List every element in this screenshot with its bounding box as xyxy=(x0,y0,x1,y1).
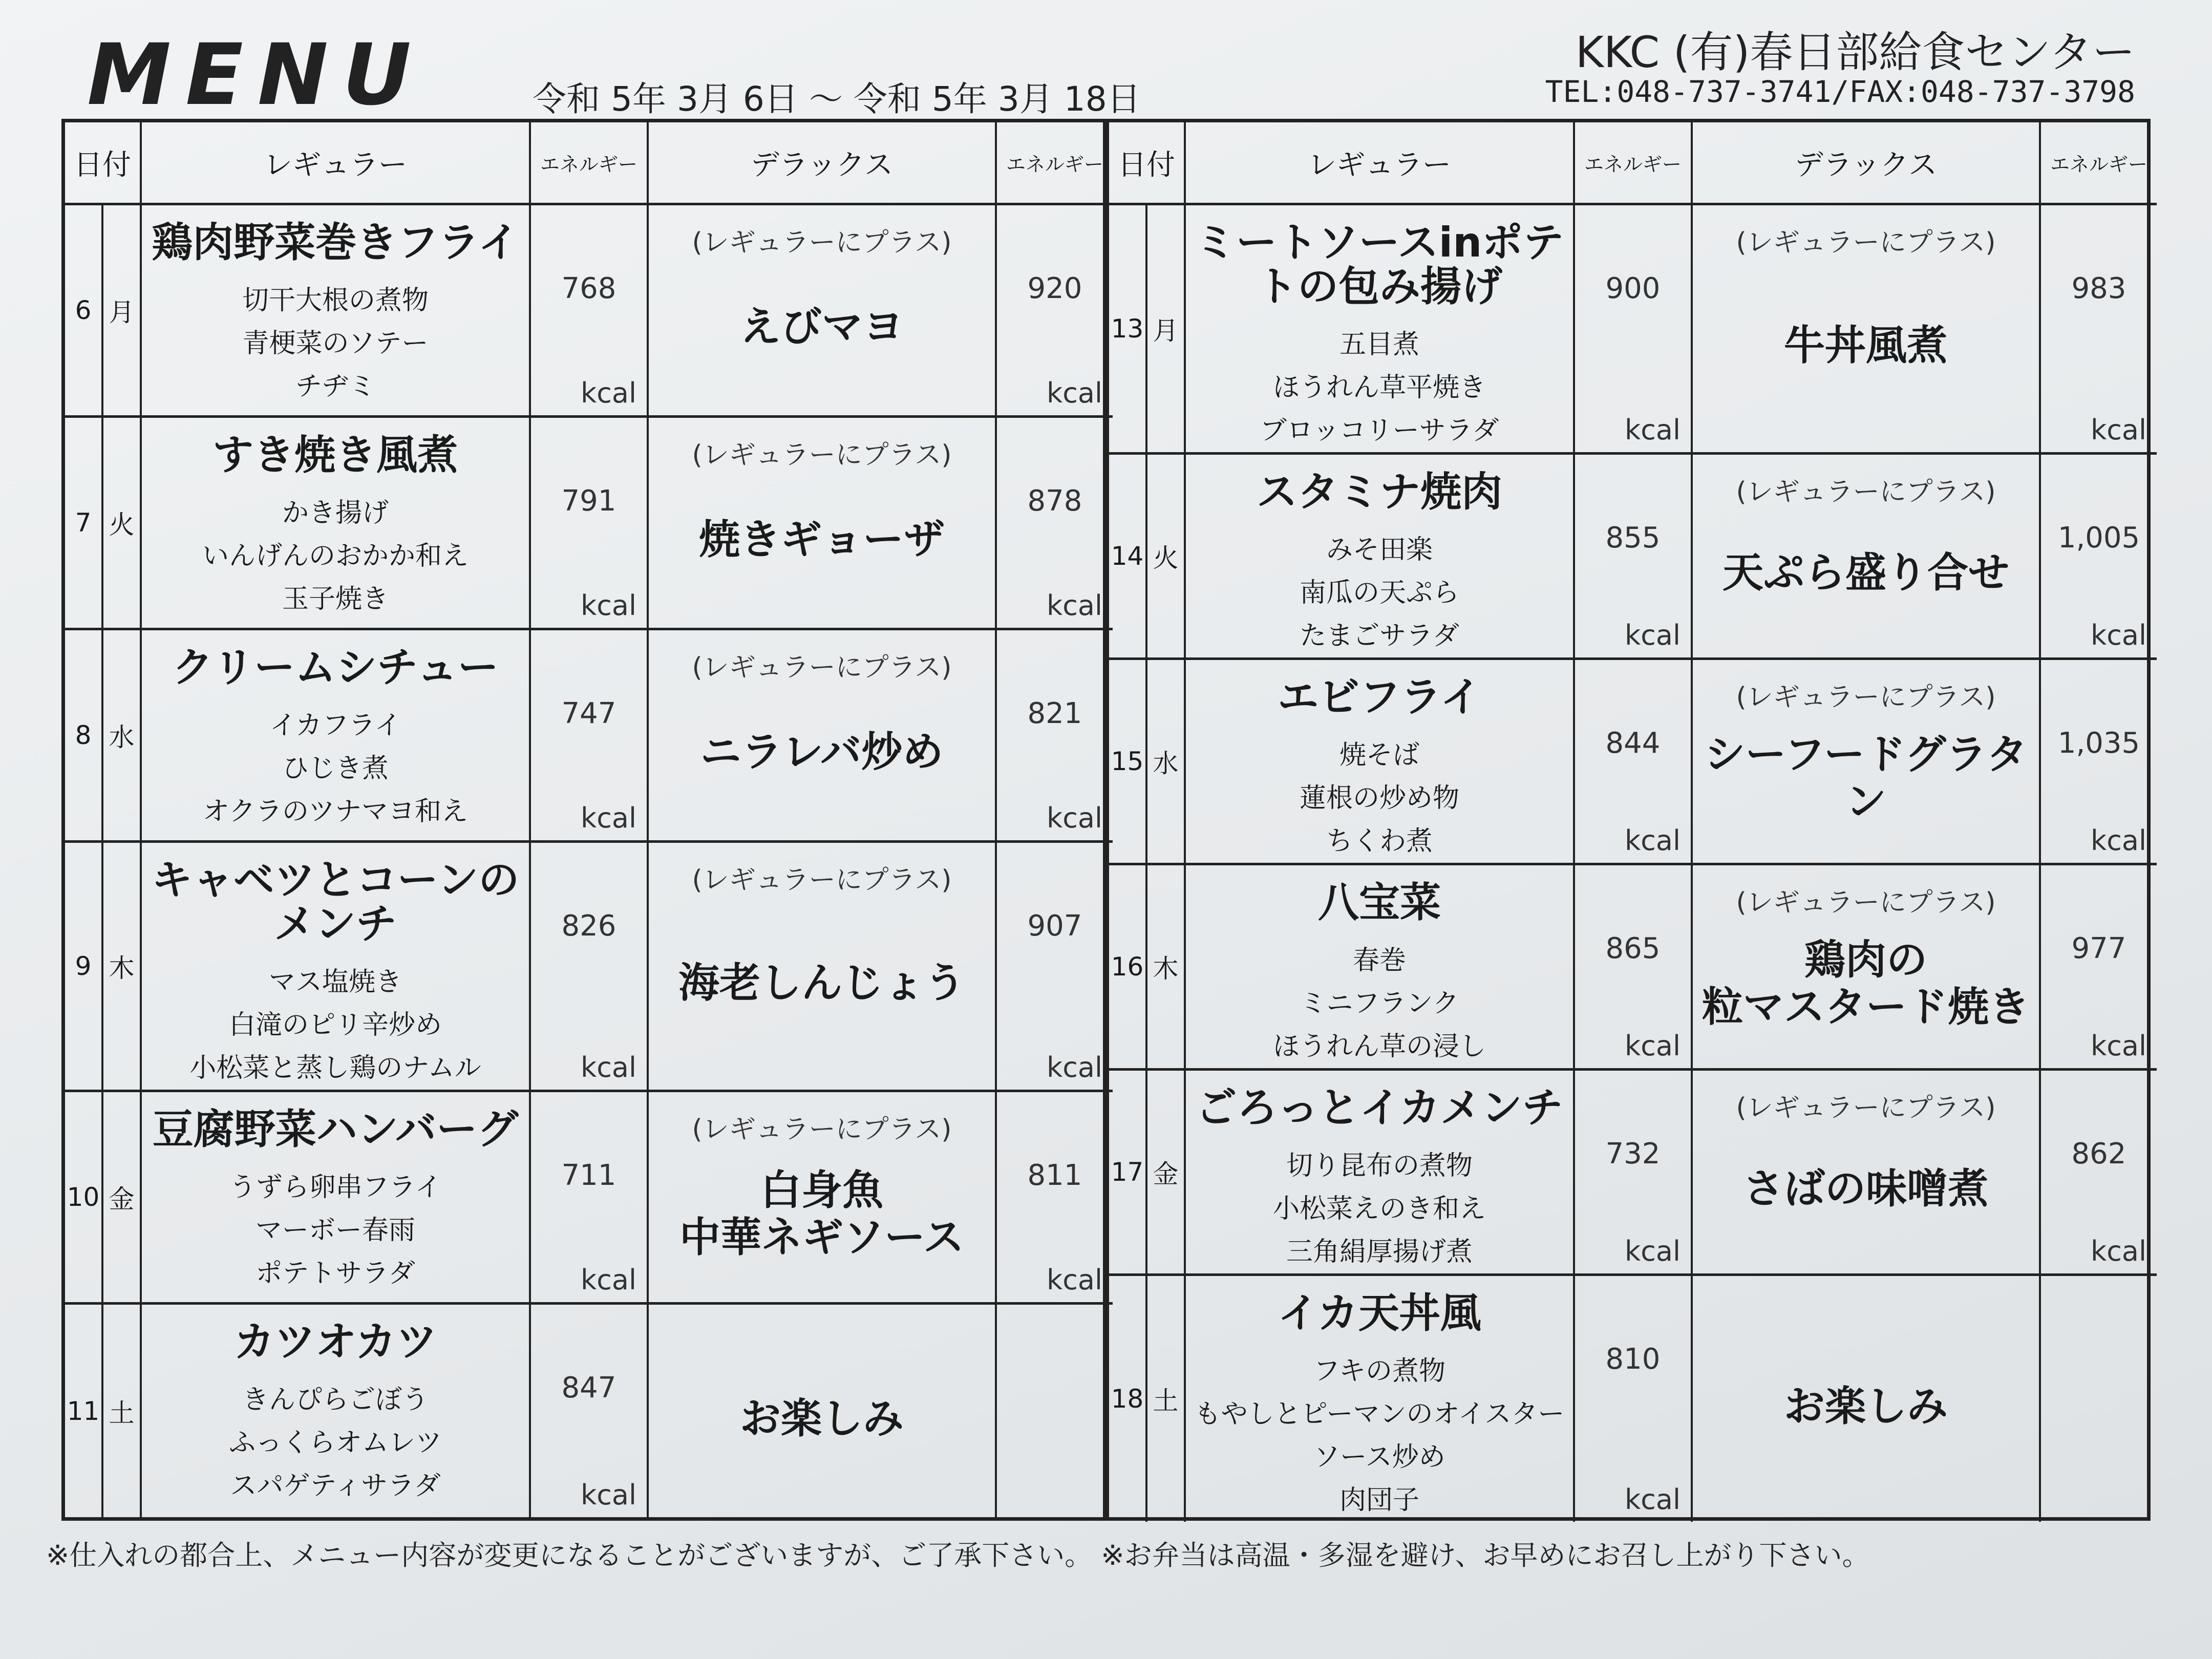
deluxe-dish: 牛丼風煮 xyxy=(1784,321,1948,369)
day-of-week-text: 土 xyxy=(109,1398,135,1428)
regular-main-dish: すき焼き風煮 xyxy=(212,431,458,479)
company-name: KKC (有)春日部給食センター xyxy=(1575,27,2135,77)
deluxe-energy xyxy=(997,418,1113,628)
regular-main-dish: ごろっとイカメンチ xyxy=(1196,1084,1563,1132)
energy-unit: kcal xyxy=(1046,377,1102,409)
deluxe-energy-value: 1,005 xyxy=(2057,521,2140,555)
day-number xyxy=(1109,455,1147,657)
menu-day-row xyxy=(65,630,1113,843)
energy-unit: kcal xyxy=(2090,1235,2146,1267)
deluxe-dish: 海老しんじょう xyxy=(678,959,965,1007)
day-number-text: 17 xyxy=(1111,1157,1144,1187)
regular-energy-value: 844 xyxy=(1605,727,1661,760)
deluxe-energy xyxy=(997,1092,1113,1302)
day-of-week xyxy=(1147,660,1186,863)
energy-unit: kcal xyxy=(1624,414,1681,446)
deluxe-energy xyxy=(997,205,1113,415)
regular-main-dish: スタミナ焼肉 xyxy=(1257,468,1502,516)
day-of-week xyxy=(103,418,142,628)
menu-day-row xyxy=(65,1305,1113,1517)
regular-energy xyxy=(531,1305,649,1517)
day-of-week xyxy=(1147,865,1186,1068)
day-number-text: 9 xyxy=(75,951,92,981)
side-dish: オクラのツナマヨ和え xyxy=(203,796,468,827)
column-header-deluxe: デラックス xyxy=(649,122,997,203)
energy-unit: kcal xyxy=(1624,1030,1681,1062)
menu-day-row xyxy=(1109,865,2157,1071)
regular-energy-value: 810 xyxy=(1605,1343,1661,1376)
regular-energy-value: 791 xyxy=(561,484,616,518)
regular-energy-value: 768 xyxy=(561,272,616,305)
deluxe-energy xyxy=(997,843,1113,1090)
deluxe-menu xyxy=(1693,205,2041,452)
deluxe-energy-value: 862 xyxy=(2071,1137,2126,1171)
side-dish: みそ田楽 xyxy=(1326,535,1433,565)
side-dish: たまごサラダ xyxy=(1300,621,1459,651)
day-number-text: 7 xyxy=(75,508,92,538)
deluxe-plus-note: (レギュラーにプラス) xyxy=(1736,682,1996,713)
deluxe-menu xyxy=(649,1305,997,1517)
day-number-text: 16 xyxy=(1111,952,1144,982)
regular-energy xyxy=(531,843,649,1090)
deluxe-menu xyxy=(649,418,997,628)
deluxe-plus-note: (レギュラーにプラス) xyxy=(692,440,952,471)
deluxe-energy xyxy=(2041,1276,2157,1522)
side-dish: チヂミ xyxy=(295,371,375,402)
regular-energy-value: 732 xyxy=(1605,1137,1661,1171)
day-number xyxy=(65,1092,103,1302)
menu-table xyxy=(61,119,2151,1521)
regular-energy xyxy=(531,418,649,628)
menu-day-row xyxy=(1109,205,2157,455)
day-of-week-text: 月 xyxy=(109,297,135,327)
menu-day-row xyxy=(1109,455,2157,660)
deluxe-menu xyxy=(1693,865,2041,1068)
energy-unit: kcal xyxy=(1046,802,1102,834)
regular-main-dish: 豆腐野菜ハンバーグ xyxy=(152,1105,519,1153)
side-dish: ふっくらオムレツ xyxy=(228,1428,442,1458)
deluxe-dish: ニラレバ炒め xyxy=(700,728,944,776)
side-dish: ミニフランク xyxy=(1300,988,1459,1019)
side-dish: マーボー春雨 xyxy=(255,1215,415,1246)
deluxe-menu xyxy=(1693,455,2041,657)
column-header-date: 日付 xyxy=(65,122,142,203)
deluxe-energy-value: 1,035 xyxy=(2057,727,2140,760)
day-of-week xyxy=(103,1092,142,1302)
deluxe-menu xyxy=(1693,660,2041,863)
energy-unit: kcal xyxy=(580,802,636,834)
day-of-week-text: 金 xyxy=(109,1184,135,1214)
deluxe-menu xyxy=(649,1092,997,1302)
column-header-regular: レギュラー xyxy=(142,122,531,203)
deluxe-plus-note: (レギュラーにプラス) xyxy=(692,652,952,683)
day-of-week xyxy=(1147,205,1186,452)
deluxe-energy-value: 878 xyxy=(1027,484,1082,518)
regular-energy-value: 826 xyxy=(561,909,616,943)
day-of-week-text: 金 xyxy=(1153,1159,1179,1189)
side-dish: マス塩焼き xyxy=(268,967,402,997)
energy-unit: kcal xyxy=(1046,1051,1102,1083)
deluxe-plus-note: (レギュラーにプラス) xyxy=(692,1114,952,1145)
deluxe-dish: 焼きギョーザ xyxy=(699,515,945,563)
day-of-week-text: 土 xyxy=(1153,1386,1179,1416)
side-dish: もやしとピーマンのオイスターソース炒め xyxy=(1194,1399,1565,1473)
deluxe-energy-value: 811 xyxy=(1027,1159,1082,1192)
side-dish: スパゲティサラダ xyxy=(230,1471,441,1501)
side-dish: 白滝のピリ辛炒め xyxy=(228,1010,442,1040)
regular-menu xyxy=(142,1305,531,1517)
day-of-week xyxy=(1147,455,1186,657)
menu-day-row xyxy=(65,843,1113,1092)
energy-unit: kcal xyxy=(580,1264,636,1296)
energy-unit: kcal xyxy=(2090,824,2146,857)
side-dish: イカフライ xyxy=(269,710,401,741)
regular-energy-value: 855 xyxy=(1605,521,1661,555)
regular-menu xyxy=(1186,455,1575,657)
day-number xyxy=(1109,865,1147,1068)
regular-energy xyxy=(1575,660,1693,863)
regular-main-dish: 八宝菜 xyxy=(1318,879,1441,926)
day-number-text: 6 xyxy=(75,295,92,325)
side-dish: 切干大根の煮物 xyxy=(242,285,429,316)
day-number xyxy=(65,1305,103,1517)
regular-energy-value: 711 xyxy=(561,1159,616,1192)
footer-note: ※仕入れの都合上、メニュー内容が変更になることがございますが、ご了承下さい。 ※お弁当は高温・多湿を避け、お早めにお召し上がり下さい。 xyxy=(46,1539,1870,1571)
deluxe-plus-note: (レギュラーにプラス) xyxy=(1736,1093,1996,1123)
energy-unit: kcal xyxy=(1624,1235,1681,1267)
menu-period: 令和 5年 3月 6日 〜 令和 5年 3月 18日 xyxy=(533,79,1141,119)
side-dish: 五目煮 xyxy=(1339,329,1419,360)
day-number-text: 15 xyxy=(1111,747,1144,776)
deluxe-dish: 白身魚 中華ネギソース xyxy=(679,1166,964,1261)
deluxe-energy-value: 977 xyxy=(2071,932,2126,965)
energy-unit: kcal xyxy=(1624,1483,1681,1516)
menu-week-2 xyxy=(1106,122,2147,1517)
energy-unit: kcal xyxy=(1624,619,1681,651)
regular-menu xyxy=(1186,865,1575,1068)
side-dish: 小松菜と蒸し鶏のナムル xyxy=(189,1053,481,1083)
deluxe-plus-note: (レギュラーにプラス) xyxy=(692,865,952,896)
side-dish: 南瓜の天ぷら xyxy=(1299,578,1459,608)
day-number xyxy=(1109,660,1147,863)
day-number xyxy=(65,630,103,840)
regular-menu xyxy=(142,418,531,628)
side-dish: ちくわ煮 xyxy=(1326,826,1433,857)
menu-day-row xyxy=(65,418,1113,630)
regular-main-dish: ミートソースinポテトの包み揚げ xyxy=(1195,219,1564,310)
day-number xyxy=(65,205,103,415)
side-dish: 小松菜えのき和え xyxy=(1272,1194,1486,1224)
deluxe-energy-value: 907 xyxy=(1027,909,1082,943)
side-dish: うずら卵串フライ xyxy=(229,1172,442,1203)
day-of-week xyxy=(103,1305,142,1517)
regular-energy xyxy=(1575,1276,1693,1522)
deluxe-dish: えびマヨ xyxy=(740,303,904,351)
regular-energy xyxy=(1575,1071,1693,1273)
day-number-text: 14 xyxy=(1111,541,1144,571)
menu-day-row xyxy=(65,205,1113,418)
energy-unit: kcal xyxy=(1046,1264,1102,1296)
day-of-week-text: 木 xyxy=(1153,954,1179,984)
day-of-week xyxy=(103,630,142,840)
regular-main-dish: クリームシチュー xyxy=(172,644,499,691)
regular-menu xyxy=(142,205,531,415)
energy-unit: kcal xyxy=(580,377,636,409)
deluxe-dish: さばの味噌煮 xyxy=(1743,1164,1989,1213)
deluxe-dish: お楽しみ xyxy=(1784,1382,1948,1430)
day-number-text: 8 xyxy=(75,720,92,750)
side-dish: かき揚げ xyxy=(282,498,389,528)
menu-day-row xyxy=(1109,660,2157,865)
deluxe-plus-note: (レギュラーにプラス) xyxy=(1736,887,1996,918)
deluxe-energy xyxy=(2041,660,2157,863)
deluxe-plus-note: (レギュラーにプラス) xyxy=(1736,477,1996,507)
column-header-deluxe-energy: エネルギー xyxy=(1006,153,1103,176)
menu-day-row xyxy=(65,1092,1113,1305)
regular-main-dish: イカ天丼風 xyxy=(1278,1289,1481,1337)
column-header-row xyxy=(65,122,1113,205)
regular-energy xyxy=(1575,865,1693,1068)
regular-energy xyxy=(531,630,649,840)
side-dish: ひじき煮 xyxy=(282,753,389,784)
day-number-text: 13 xyxy=(1111,314,1144,344)
deluxe-plus-note: (レギュラーにプラス) xyxy=(692,227,952,258)
side-dish: ほうれん草平焼き xyxy=(1272,372,1486,403)
side-dish: いんげんのおかか和え xyxy=(202,541,469,571)
regular-energy xyxy=(531,1092,649,1302)
regular-main-dish: 鶏肉野菜巻きフライ xyxy=(152,219,519,266)
day-of-week-text: 水 xyxy=(1153,749,1179,778)
deluxe-energy xyxy=(2041,455,2157,657)
regular-main-dish: キャベツとコーンのメンチ xyxy=(151,856,520,948)
regular-energy-value: 865 xyxy=(1605,932,1661,965)
day-number-text: 18 xyxy=(1111,1384,1144,1414)
side-dish: フキの煮物 xyxy=(1313,1356,1445,1387)
regular-menu xyxy=(142,630,531,840)
energy-unit: kcal xyxy=(580,1051,636,1083)
column-header-energy: エネルギー xyxy=(1575,122,1693,203)
day-number xyxy=(1109,1276,1147,1522)
regular-menu xyxy=(1186,660,1575,863)
side-dish: 青梗菜のソテー xyxy=(242,328,429,359)
day-of-week xyxy=(103,205,142,415)
deluxe-energy-value: 920 xyxy=(1027,272,1082,305)
regular-energy-value: 747 xyxy=(561,697,616,730)
day-of-week xyxy=(1147,1276,1186,1522)
energy-unit: kcal xyxy=(2090,619,2146,651)
day-of-week-text: 火 xyxy=(109,510,135,540)
day-of-week xyxy=(1147,1071,1186,1273)
regular-energy-value: 847 xyxy=(561,1371,616,1405)
day-number-text: 10 xyxy=(67,1182,100,1212)
regular-menu xyxy=(142,1092,531,1302)
regular-energy xyxy=(1575,205,1693,452)
regular-energy xyxy=(531,205,649,415)
regular-menu xyxy=(142,843,531,1090)
side-dish: 肉団子 xyxy=(1339,1485,1419,1516)
day-of-week-text: 木 xyxy=(109,953,135,983)
deluxe-energy-value: 821 xyxy=(1027,697,1082,730)
side-dish: 玉子焼き xyxy=(282,584,389,614)
energy-unit: kcal xyxy=(2090,1030,2146,1062)
deluxe-energy xyxy=(2041,865,2157,1068)
day-of-week xyxy=(103,843,142,1090)
deluxe-energy xyxy=(997,1305,1113,1517)
deluxe-energy xyxy=(2041,205,2157,452)
deluxe-energy xyxy=(997,630,1113,840)
day-number-text: 11 xyxy=(67,1396,100,1426)
deluxe-dish: 鶏肉の 粒マスタード焼き xyxy=(1702,935,2030,1031)
side-dish: きんぴらごぼう xyxy=(242,1385,429,1415)
day-number xyxy=(65,843,103,1090)
column-header-energy: エネルギー xyxy=(531,122,649,203)
column-header-deluxe: デラックス xyxy=(1693,122,2041,203)
menu-title: MENU xyxy=(87,26,426,124)
deluxe-menu xyxy=(1693,1071,2041,1273)
energy-unit: kcal xyxy=(1046,589,1102,622)
column-header-row xyxy=(1109,122,2157,205)
energy-unit: kcal xyxy=(580,589,636,622)
deluxe-energy xyxy=(2041,1071,2157,1273)
day-number xyxy=(1109,205,1147,452)
menu-day-row xyxy=(1109,1276,2157,1522)
side-dish: 三角絹厚揚げ煮 xyxy=(1286,1237,1473,1267)
column-header-date: 日付 xyxy=(1109,122,1186,203)
contact-info: TEL:048-737-3741/FAX:048-737-3798 xyxy=(1545,74,2135,109)
side-dish: ポテトサラダ xyxy=(256,1258,415,1289)
column-header-deluxe-energy: エネルギー xyxy=(2050,153,2147,176)
day-of-week-text: 火 xyxy=(1153,543,1179,573)
side-dish: 蓮根の炒め物 xyxy=(1299,783,1459,814)
deluxe-dish: お楽しみ xyxy=(740,1394,904,1442)
deluxe-dish: シーフードグラタン xyxy=(1704,730,2028,825)
energy-unit: kcal xyxy=(580,1479,636,1511)
energy-unit: kcal xyxy=(1624,824,1681,857)
day-of-week-text: 水 xyxy=(109,722,135,752)
regular-energy-value: 900 xyxy=(1605,272,1661,305)
side-dish: 切り昆布の煮物 xyxy=(1286,1151,1473,1181)
menu-week-1 xyxy=(65,122,1106,1517)
regular-menu xyxy=(1186,1071,1575,1273)
regular-menu xyxy=(1186,1276,1575,1522)
deluxe-dish: 天ぷら盛り合せ xyxy=(1722,548,2009,597)
regular-energy xyxy=(1575,455,1693,657)
day-number xyxy=(65,418,103,628)
deluxe-menu xyxy=(1693,1276,2041,1522)
side-dish: 春巻 xyxy=(1352,945,1406,976)
column-header-regular: レギュラー xyxy=(1186,122,1575,203)
day-number xyxy=(1109,1071,1147,1273)
deluxe-menu xyxy=(649,843,997,1090)
menu-day-row xyxy=(1109,1071,2157,1276)
energy-unit: kcal xyxy=(2090,414,2146,446)
deluxe-menu xyxy=(649,205,997,415)
side-dish: ブロッコリーサラダ xyxy=(1260,415,1499,446)
regular-main-dish: エビフライ xyxy=(1278,673,1481,721)
deluxe-menu xyxy=(649,630,997,840)
regular-main-dish: カツオカツ xyxy=(233,1318,437,1366)
deluxe-energy-value: 983 xyxy=(2071,272,2126,305)
side-dish: 焼そば xyxy=(1339,740,1419,771)
day-of-week-text: 月 xyxy=(1153,316,1179,346)
regular-menu xyxy=(1186,205,1575,452)
deluxe-plus-note: (レギュラーにプラス) xyxy=(1736,227,1996,258)
side-dish: ほうれん草の浸し xyxy=(1272,1031,1486,1062)
